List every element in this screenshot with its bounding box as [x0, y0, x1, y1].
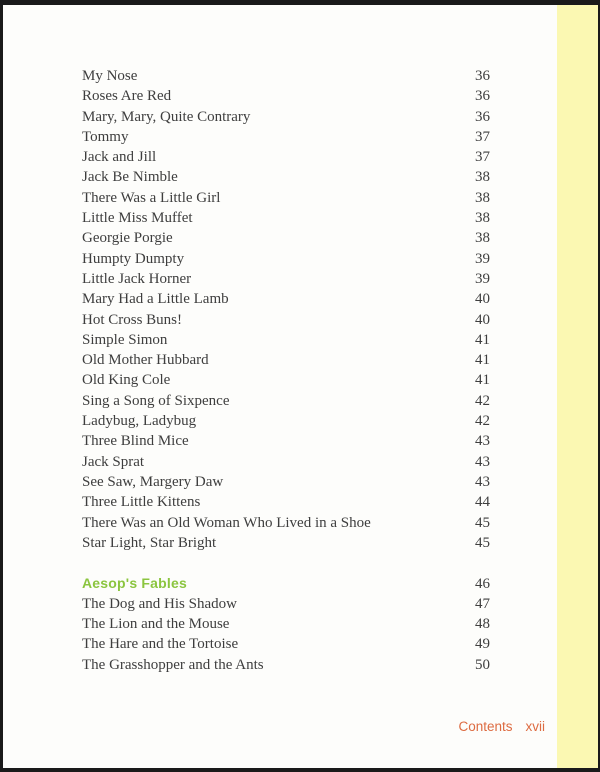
toc-entry-title: Sing a Song of Sixpence — [82, 392, 230, 409]
toc-entry-page: 36 — [475, 88, 490, 105]
toc-section-row — [82, 573, 490, 593]
toc-row — [82, 350, 490, 370]
toc-entry-title: Star Light, Star Bright — [82, 534, 217, 551]
toc-entry-page: 42 — [475, 413, 490, 430]
toc-entry-page: 47 — [475, 595, 490, 612]
toc-row — [82, 107, 490, 127]
toc-entry-title: There Was an Old Woman Who Lived in a Shoe — [82, 514, 371, 531]
toc-entry-page: 41 — [475, 372, 490, 389]
toc-entry-title: The Dog and His Shadow — [82, 595, 237, 612]
toc-entry-title: Mary Had a Little Lamb — [82, 291, 229, 308]
toc-row — [82, 66, 490, 86]
toc-row — [82, 492, 490, 512]
toc-entry-page: 43 — [475, 473, 490, 490]
toc-row — [82, 330, 490, 350]
toc-entry-title: Simple Simon — [82, 331, 168, 348]
toc-entry-page: 38 — [475, 189, 490, 206]
toc-entry-title: Roses Are Red — [82, 88, 172, 105]
toc-entry-title: Old Mother Hubbard — [82, 352, 209, 369]
toc-entry-page: 44 — [475, 494, 490, 511]
toc-entry-title: Tommy — [82, 128, 129, 145]
toc-row — [82, 391, 490, 411]
toc-entry-title: Georgie Porgie — [82, 230, 173, 247]
toc-row — [82, 472, 490, 492]
toc-entry-page: 41 — [475, 331, 490, 348]
toc-row — [82, 431, 490, 451]
toc-entry-page: 40 — [475, 291, 490, 308]
toc-entry-page: 37 — [475, 149, 490, 166]
toc-entry-title: Jack Sprat — [82, 453, 145, 470]
toc-entry-page: 49 — [475, 636, 490, 653]
toc-entry-title: The Grasshopper and the Ants — [82, 656, 264, 673]
toc-row — [82, 634, 490, 654]
toc-row — [82, 289, 490, 309]
toc-entry-page: 43 — [475, 453, 490, 470]
toc-row — [82, 127, 490, 147]
toc-entry-page: 37 — [475, 128, 490, 145]
toc-entry-page: 48 — [475, 616, 490, 633]
toc-entry-page: 36 — [475, 68, 490, 84]
toc-row — [82, 86, 490, 106]
toc-entry-title: Ladybug, Ladybug — [82, 413, 197, 430]
table-of-contents — [82, 66, 490, 675]
toc-row — [82, 370, 490, 390]
toc-entry-title: Jack and Jill — [82, 149, 157, 166]
toc-entry-title: Three Blind Mice — [82, 433, 189, 450]
toc-entry-page: 39 — [475, 270, 490, 287]
toc-entry-page: 39 — [475, 250, 490, 267]
footer-page-number: xvii — [525, 719, 545, 734]
toc-row — [82, 310, 490, 330]
toc-entry-title: Old King Cole — [82, 372, 171, 389]
toc-entry-page: 38 — [475, 230, 490, 247]
toc-entry-title: Humpty Dumpty — [82, 250, 185, 267]
toc-entry-page: 40 — [475, 311, 490, 328]
toc-row — [82, 147, 490, 167]
toc-row — [82, 533, 490, 553]
toc-entry-title: My Nose — [82, 68, 138, 84]
toc-entry-title: Three Little Kittens — [82, 494, 201, 511]
section-gap — [82, 553, 490, 573]
toc-row — [82, 614, 490, 634]
page-edge-strip — [557, 5, 598, 768]
book-page — [3, 5, 598, 768]
toc-entry-page: 45 — [475, 514, 490, 531]
toc-entry-title: See Saw, Margery Daw — [82, 473, 224, 490]
toc-row — [82, 269, 490, 289]
toc-entry-page: 50 — [475, 656, 490, 673]
toc-row — [82, 411, 490, 431]
toc-entry-page: 43 — [475, 433, 490, 450]
toc-row — [82, 188, 490, 208]
toc-entry-page: 41 — [475, 352, 490, 369]
toc-section-title: Aesop's Fables — [82, 575, 187, 592]
toc-entry-page: 36 — [475, 108, 490, 125]
toc-row — [82, 249, 490, 269]
toc-entry-title: The Lion and the Mouse — [82, 616, 230, 633]
toc-entry-title: Mary, Mary, Quite Contrary — [82, 108, 251, 125]
footer-section-label: Contents — [458, 719, 513, 734]
toc-entry-title: Jack Be Nimble — [82, 169, 178, 186]
toc-entry-title: There Was a Little Girl — [82, 189, 221, 206]
toc-row — [82, 167, 490, 187]
toc-entry-title: The Hare and the Tortoise — [82, 636, 239, 653]
toc-row — [82, 452, 490, 472]
toc-entry-page: 45 — [475, 534, 490, 551]
toc-entry-title: Little Miss Muffet — [82, 210, 193, 227]
toc-row — [82, 228, 490, 248]
toc-row — [82, 208, 490, 228]
toc-entry-title: Hot Cross Buns! — [82, 311, 183, 328]
toc-entry-page: 38 — [475, 169, 490, 186]
toc-row — [82, 594, 490, 614]
toc-entry-page: 46 — [475, 576, 490, 593]
toc-entry-page: 38 — [475, 210, 490, 227]
toc-row — [82, 513, 490, 533]
toc-entry-title: Little Jack Horner — [82, 270, 192, 287]
toc-entry-page: 42 — [475, 392, 490, 409]
page-footer — [458, 719, 545, 734]
toc-row — [82, 655, 490, 675]
